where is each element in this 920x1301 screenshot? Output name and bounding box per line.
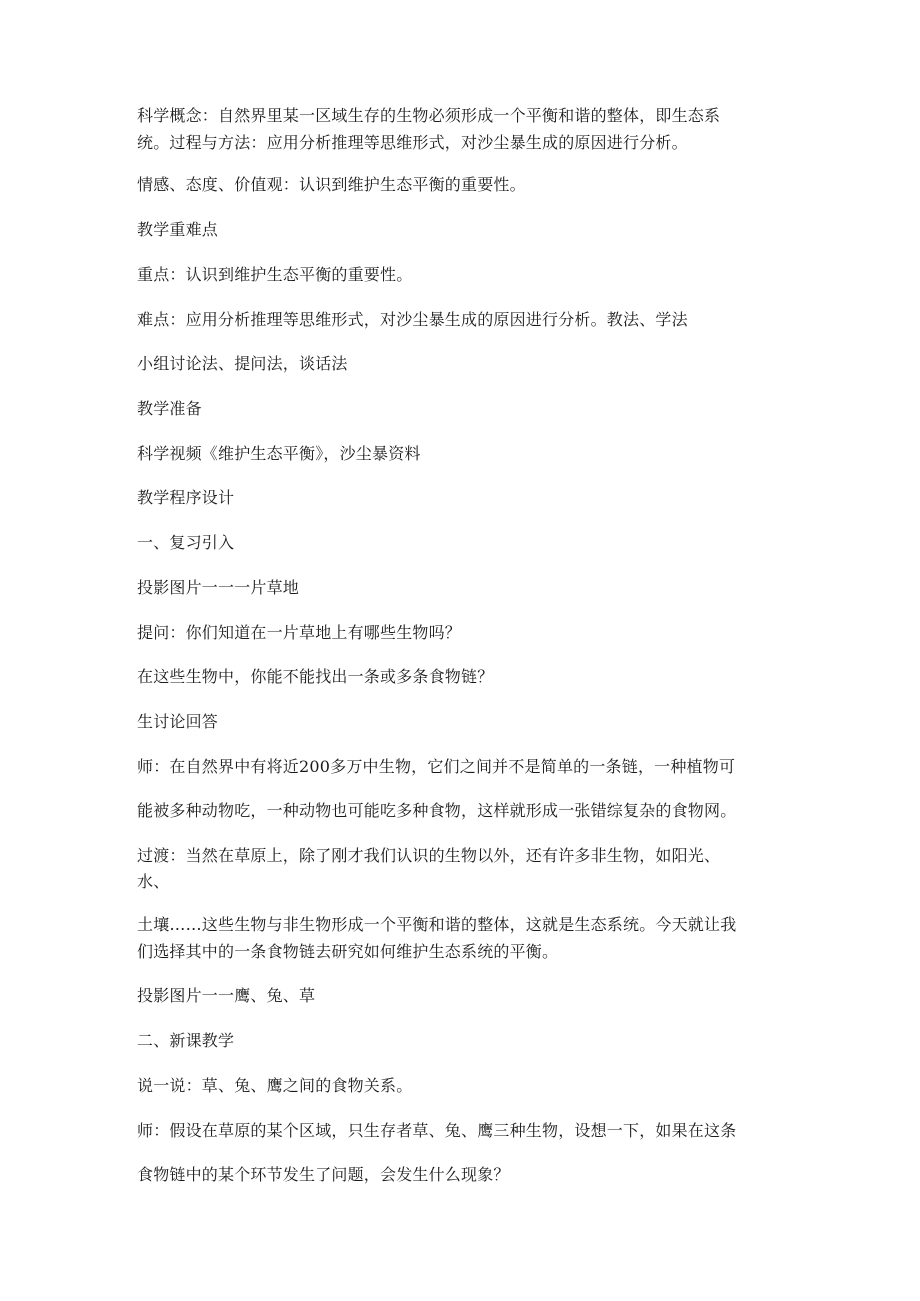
section-heading: 教学程序设计	[137, 488, 235, 507]
text-line: 说一说：草、兔、鹰之间的食物关系。	[137, 1076, 413, 1095]
section-heading: 一、复习引入	[137, 533, 235, 552]
text-line: 食物链中的某个环节发生了问题，会发生什么现象？	[137, 1165, 510, 1184]
text-line: 过渡：当然在草原上，除了刚才我们认识的生物以外，还有许多非生物，如阳光、	[137, 846, 721, 865]
text-line: 科学视频《维护生态平衡》，沙尘暴资料	[137, 444, 421, 463]
section-heading: 二、新课教学	[137, 1031, 235, 1050]
text-line: 能被多种动物吃，一种动物也可能吃多种食物，这样就形成一张错综复杂的食物网。	[137, 801, 737, 820]
section-heading: 教学重难点	[137, 220, 219, 239]
text-line: 统。过程与方法：应用分析推理等思维形式，对沙尘暴生成的原因进行分析。	[137, 133, 688, 152]
text-line: 师：在自然界中有将近200多万中生物，它们之间并不是简单的一条链，一种植物可	[137, 757, 736, 776]
text-line: 土壤……这些生物与非生物形成一个平衡和谐的整体，这就是生态系统。今天就让我	[137, 915, 737, 934]
text-line: 在这些生物中，你能不能找出一条或多条食物链？	[137, 667, 494, 686]
text-line: 投影图片一一一片草地	[137, 578, 300, 597]
text-line: 水、	[137, 872, 170, 891]
text-line: 重点：认识到维护生态平衡的重要性。	[137, 265, 413, 284]
text-line: 们选择其中的一条食物链去研究如何维护生态系统的平衡。	[137, 942, 559, 961]
text-line: 情感、态度、价值观：认识到维护生态平衡的重要性。	[137, 175, 526, 194]
text-line: 生讨论回答	[137, 712, 219, 731]
section-heading: 教学准备	[137, 399, 202, 418]
text-line: 提问：你们知道在一片草地上有哪些生物吗？	[137, 623, 462, 642]
text-line: 投影图片一一鹰、兔、草	[137, 986, 316, 1005]
text-line: 师：假设在草原的某个区域，只生存者草、兔、鹰三种生物，设想一下，如果在这条	[137, 1121, 737, 1140]
text-line: 难点：应用分析推理等思维形式，对沙尘暴生成的原因进行分析。教法、学法	[137, 310, 688, 329]
text-line: 小组讨论法、提问法，谈话法	[137, 354, 348, 373]
text-line: 科学概念：自然界里某一区域生存的生物必须形成一个平衡和谐的整体，即生态系	[137, 106, 721, 125]
